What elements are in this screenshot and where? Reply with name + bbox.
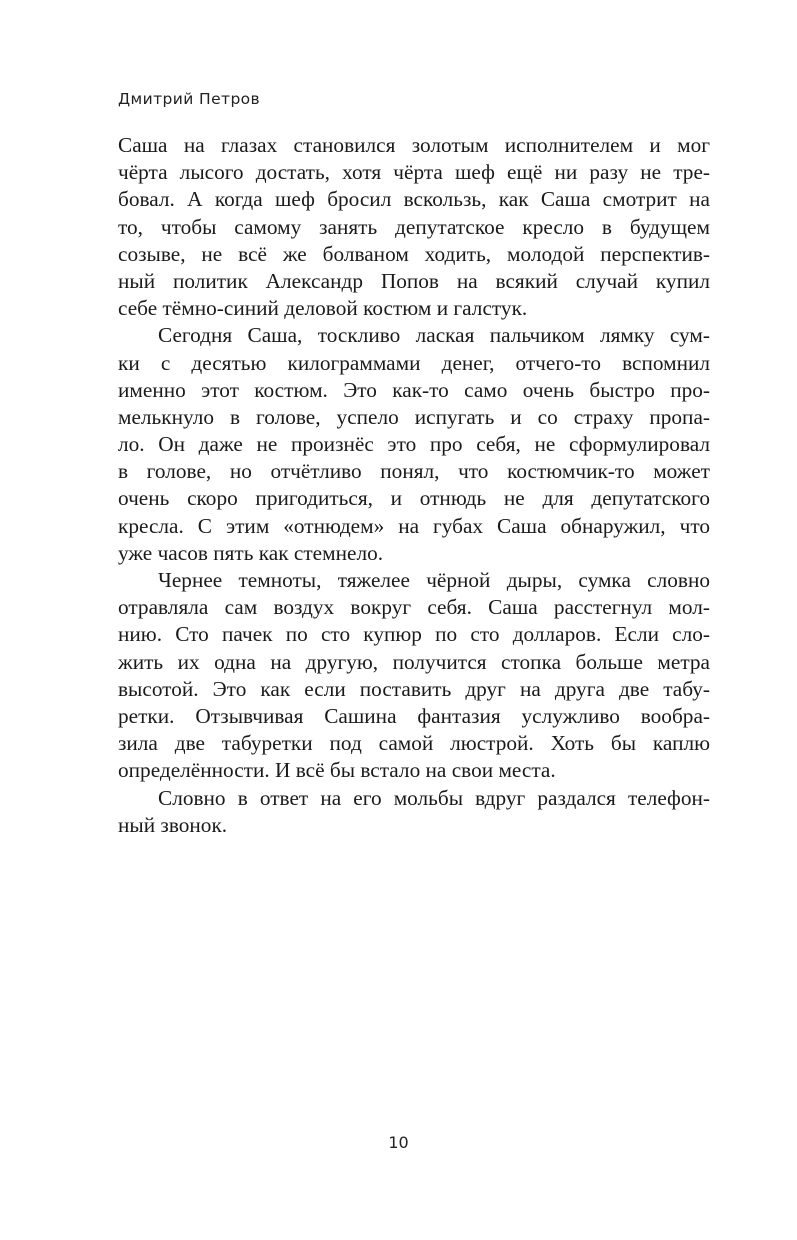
text-line: Чернее темноты, тяжелее чёрной дыры, сумка словно: [158, 568, 710, 592]
text-line: ретки. Отзывчивая Сашина фантазия услужливо вообра-: [118, 703, 710, 728]
page-number: 10: [388, 1133, 409, 1152]
body-text: [118, 132, 710, 839]
text-line: в голове, но отчётливо понял, что костюмчик-то может: [118, 459, 710, 484]
running-head-author: Дмитрий Петров: [118, 90, 261, 108]
text-line: кресла. С этим «отнюдем» на губах Саша обнаружил, что: [118, 513, 710, 538]
paragraph: [118, 322, 710, 567]
text-line: зила две табуретки под самой люстрой. Хоть бы каплю: [118, 731, 710, 756]
text-line: то, чтобы самому занять депутатское кресло в будущем: [118, 214, 710, 239]
text-line: уже часов пять как стемнело.: [118, 540, 384, 565]
text-line: ло. Он даже не произнёс это про себя, не сформулировал: [118, 432, 710, 457]
text-line: отравляла сам воздух вокруг себя. Саша расстегнул мол-: [118, 595, 710, 620]
paragraph: [118, 567, 710, 785]
text-line: ный политик Александр Попов на всякий случай купил: [118, 268, 710, 293]
text-line: нию. Сто пачек по сто купюр по сто долларов. Если сло-: [118, 622, 710, 647]
text-line: ки с десятью килограммами денег, отчего-то вспомнил: [118, 350, 710, 375]
text-line: именно этот костюм. Это как-то само очень быстро про-: [118, 377, 710, 402]
text-line: определённости. И всё бы встало на свои места.: [118, 758, 556, 783]
text-line: жить их одна на другую, получится стопка больше метра: [118, 649, 710, 674]
paragraph: [118, 132, 710, 322]
text-line: Словно в ответ на его мольбы вдруг раздался телефон-: [158, 785, 710, 810]
text-line: созыве, не всё же болваном ходить, молодой перспектив-: [118, 241, 710, 266]
text-line: себе тёмно-синий деловой костюм и галстук.: [118, 296, 528, 321]
paragraph: [118, 785, 710, 839]
text-line: мелькнуло в голове, успело испугать и со страху пропа-: [118, 404, 710, 429]
text-line: высотой. Это как если поставить друг на друга две табу-: [118, 676, 710, 701]
text-line: ный звонок.: [118, 812, 228, 837]
text-line: очень скоро пригодиться, и отнюдь не для депутатского: [118, 486, 710, 511]
text-line: чёрта лысого достать, хотя чёрта шеф ещё ни разу не тре-: [118, 160, 710, 185]
text-line: Саша на глазах становился золотым исполнителем и мог: [118, 133, 710, 157]
text-line: бовал. А когда шеф бросил вскользь, как Саша смотрит на: [118, 187, 710, 212]
text-line: Сегодня Саша, тоскливо лаская пальчиком лямку сум-: [158, 323, 710, 348]
